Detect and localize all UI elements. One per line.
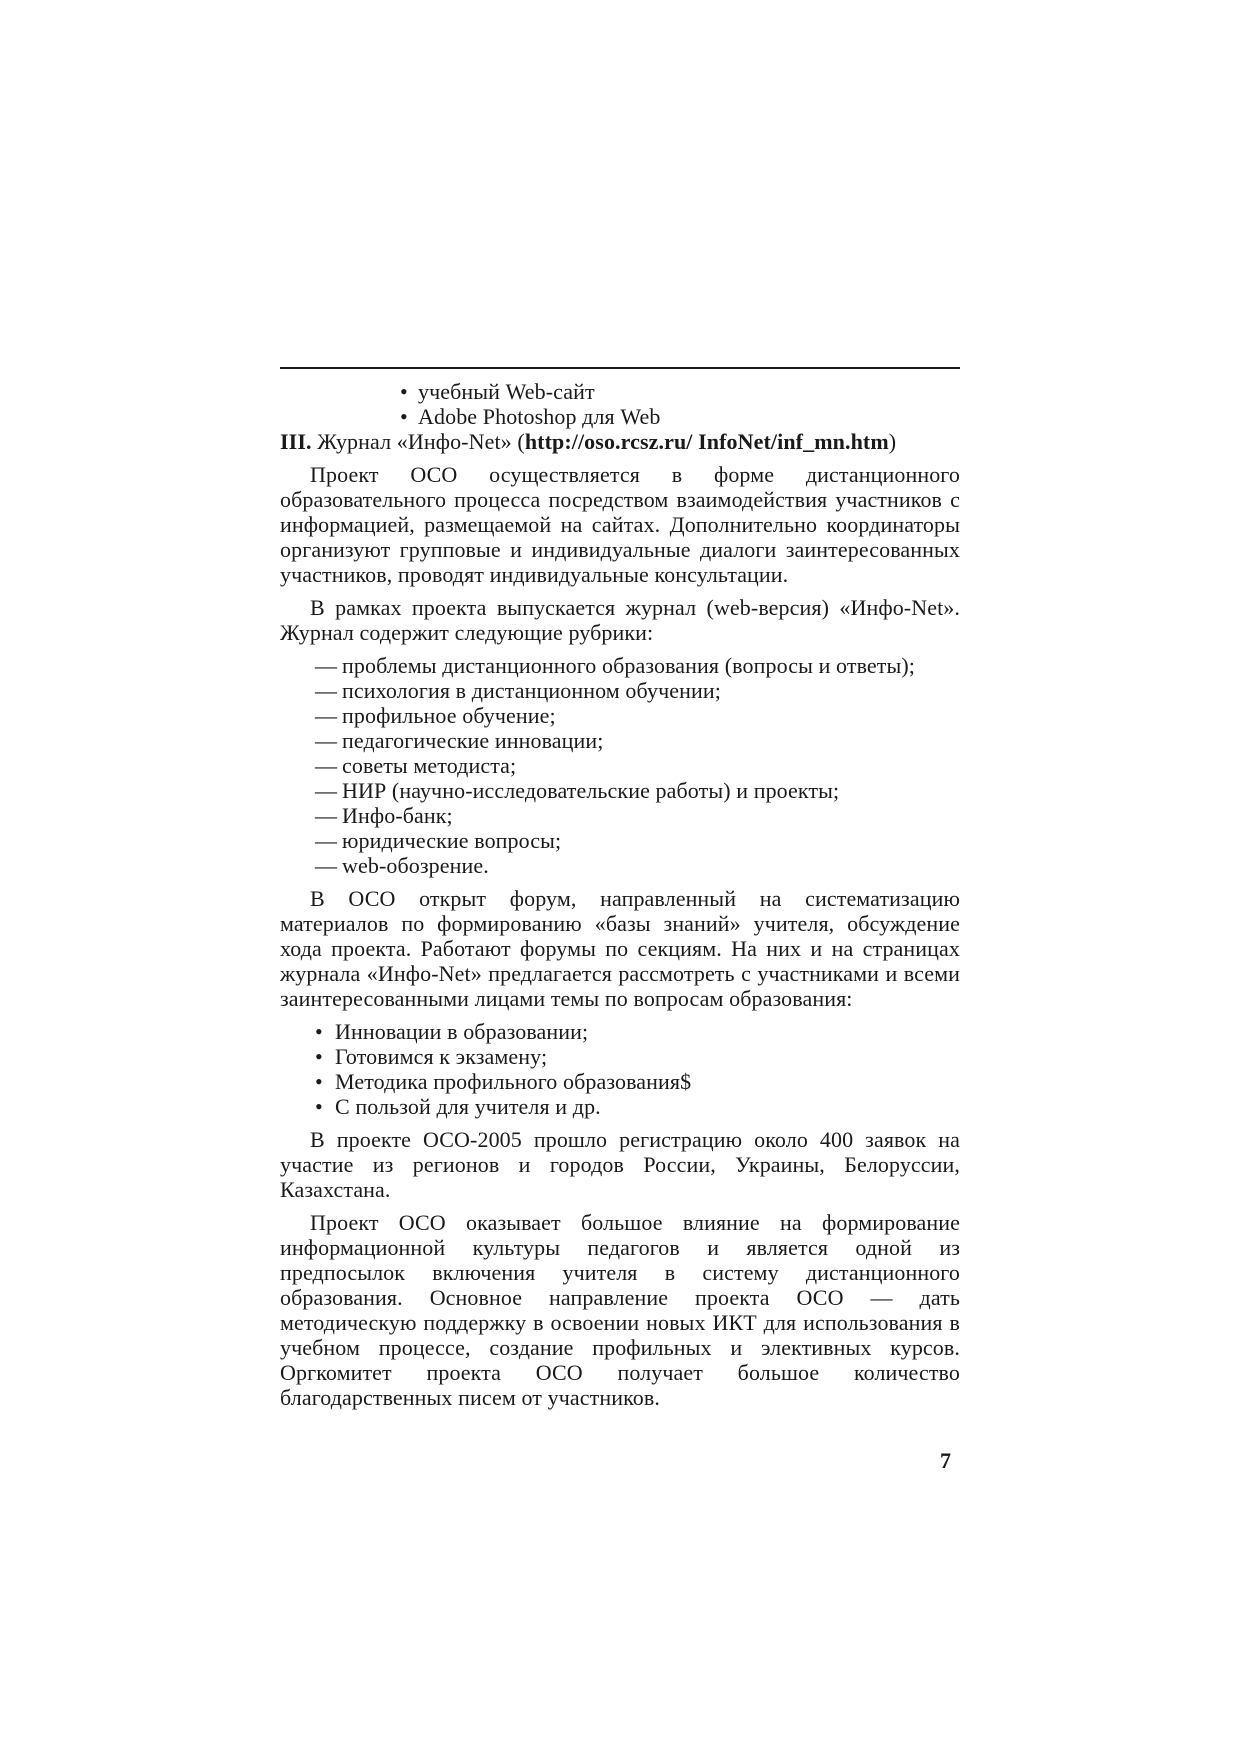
bullet-icon: • bbox=[400, 404, 408, 429]
list-item-text: проблемы дистанционного образования (вопросы и ответы); bbox=[342, 653, 916, 678]
section-heading bbox=[280, 429, 960, 454]
dash-icon: — bbox=[315, 653, 338, 678]
bullet-icon: • bbox=[400, 379, 408, 404]
forum-topic-list bbox=[280, 1019, 960, 1119]
list-item bbox=[315, 1069, 960, 1094]
list-item-text: учебный Web-сайт bbox=[418, 379, 595, 404]
dash-icon: — bbox=[315, 778, 338, 803]
list-item-text: педагогические инновации; bbox=[342, 728, 604, 753]
list-item bbox=[315, 828, 960, 853]
list-item bbox=[315, 753, 960, 778]
list-item bbox=[315, 703, 960, 728]
dash-icon: — bbox=[315, 803, 338, 828]
section-title: Журнал «Инфо-Net» bbox=[317, 429, 512, 454]
url-open-paren: ( bbox=[517, 429, 525, 454]
list-item-text: С пользой для учителя и др. bbox=[335, 1094, 601, 1119]
list-item-text: Инфо-банк; bbox=[342, 803, 453, 828]
list-item bbox=[315, 1094, 960, 1119]
list-item bbox=[315, 778, 960, 803]
paragraph-journal: В рамках проекта выпускается журнал (web-версия) «Инфо-Net». Журнал содержит следующие рубрики: bbox=[280, 595, 960, 645]
list-item-text: Готовимся к экзамену; bbox=[335, 1044, 548, 1069]
paragraph-forum: В ОСО открыт форум, направленный на систематизацию материалов по формированию «базы знаний» учителя, обсуждение хода проекта. Работают форумы по секциям. На них и на страницах журнала «Инфо-Net» предлагается рассмотреть с участниками и всеми заинтересованными лицами темы по вопросам образования: bbox=[280, 886, 960, 1011]
bullet-icon: • bbox=[315, 1069, 323, 1094]
list-item bbox=[400, 404, 960, 429]
bullet-icon: • bbox=[315, 1094, 323, 1119]
list-item bbox=[315, 1044, 960, 1069]
journal-url: http://oso.rcsz.ru/ InfoNet/inf_mn.htm bbox=[524, 429, 889, 454]
list-item-text: Инновации в образовании; bbox=[335, 1019, 589, 1044]
top-bullet-list bbox=[280, 379, 960, 429]
list-item-text: Методика профильного образования$ bbox=[335, 1069, 692, 1094]
list-item-text: НИР (научно-исследовательские работы) и проекты; bbox=[342, 778, 840, 803]
page-number: 7 bbox=[940, 1448, 951, 1473]
url-close-paren: ) bbox=[888, 429, 897, 454]
section-number: III. bbox=[280, 429, 312, 454]
dash-icon: — bbox=[315, 828, 338, 853]
top-rule bbox=[280, 367, 960, 369]
bullet-icon: • bbox=[315, 1019, 323, 1044]
list-item-text: советы методиста; bbox=[342, 753, 517, 778]
list-item bbox=[315, 803, 960, 828]
dash-icon: — bbox=[315, 703, 338, 728]
list-item-text: юридические вопросы; bbox=[342, 828, 562, 853]
bullet-icon: • bbox=[315, 1044, 323, 1069]
paragraph-conclusion: Проект ОСО оказывает большое влияние на формирование информационной культуры педагогов и является одной из предпосылок включения учителя в систему дистанционного образования. Основное направление проекта ОСО — дать методическую поддержку в освоении новых ИКТ для использования в учебном процессе, создание профильных и элективных курсов. Оргкомитет проекта ОСО получает большое количество благодарственных писем от участников. bbox=[280, 1210, 960, 1410]
list-item bbox=[315, 678, 960, 703]
list-item-text: Adobe Photoshop для Web bbox=[418, 404, 661, 429]
page-body bbox=[280, 367, 960, 1418]
list-item bbox=[315, 728, 960, 753]
list-item bbox=[315, 853, 960, 878]
paragraph-intro: Проект ОСО осуществляется в форме дистанционного образовательного процесса посредством взаимодействия участников с информацией, размещаемой на сайтах. Дополнительно координаторы организуют групповые и индивидуальные диалоги заинтересованных участников, проводят индивидуальные консультации. bbox=[280, 462, 960, 587]
dash-icon: — bbox=[315, 678, 338, 703]
dash-icon: — bbox=[315, 753, 338, 778]
list-item-text: web-обозрение. bbox=[342, 853, 489, 878]
rubric-list bbox=[280, 653, 960, 878]
list-item-text: психология в дистанционном обучении; bbox=[342, 678, 721, 703]
list-item-text: профильное обучение; bbox=[342, 703, 556, 728]
list-item bbox=[400, 379, 960, 404]
paragraph-registration: В проекте ОСО-2005 прошло регистрацию около 400 заявок на участие из регионов и городов России, Украины, Белоруссии, Казахстана. bbox=[280, 1127, 960, 1202]
list-item bbox=[315, 1019, 960, 1044]
dash-icon: — bbox=[315, 853, 338, 878]
dash-icon: — bbox=[315, 728, 338, 753]
list-item bbox=[315, 653, 960, 678]
